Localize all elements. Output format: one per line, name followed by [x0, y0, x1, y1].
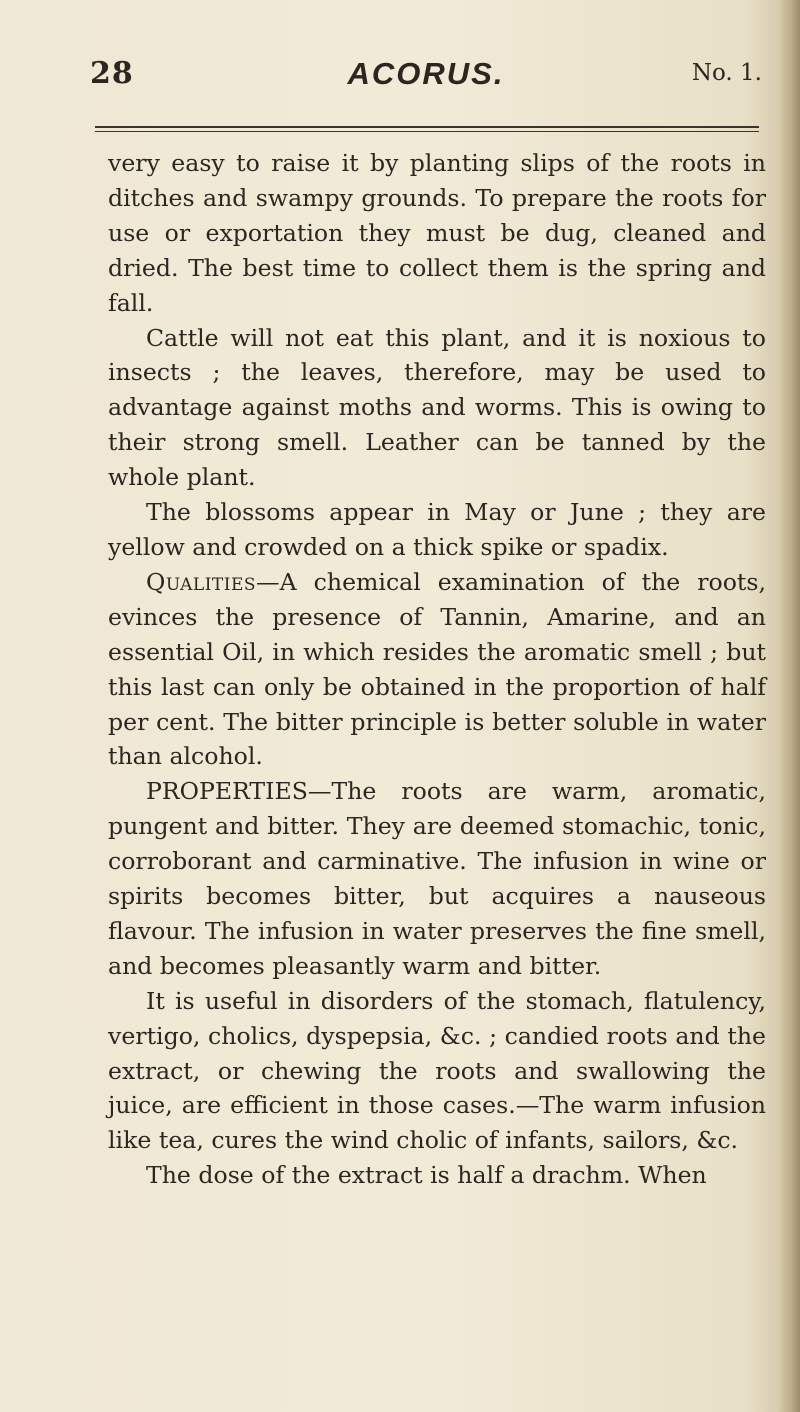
- header-rule: [95, 126, 759, 128]
- qualities-heading: Qualities: [146, 567, 257, 596]
- running-title: ACORUS.: [347, 56, 505, 91]
- page-edge-shadow: [778, 0, 800, 1412]
- paragraph: Cattle will not eat this plant, and it is noxious to insects ; the leaves, therefore, may be used to advantage against moths and worms. This is owing to their strong smell. Leather can be tanned by the whole plant.: [108, 323, 766, 492]
- paragraph-properties: PROPERTIES—The roots are warm, aromatic, pungent and bitter. They are deemed stomachic, tonic, corroborant and carminative. The infusion in wine or spirits becomes bitter, but acquires a nauseous flavour. The infusion in water preserves the fine smell, and becomes pleasantly warm and bitter.: [108, 777, 766, 980]
- body-text: [108, 146, 766, 1193]
- properties-heading: PROPERTIES: [146, 777, 308, 806]
- issue-number: No. 1.: [691, 60, 762, 86]
- header-rule-thin: [95, 131, 759, 132]
- page-header: [90, 50, 762, 100]
- paragraph: It is useful in disorders of the stomach, flatulency, vertigo, cholics, dyspepsia, &c. ; candied roots and the extract, or chewing the roots and swallowing the juice, are efficient in those cases.—The warm infusion like tea, cures the wind cholic of infants, sailors, &c.: [108, 986, 766, 1155]
- paragraph: The dose of the extract is half a drachm. When: [146, 1161, 707, 1190]
- paragraph: very easy to raise it by planting slips of the roots in ditches and swampy grounds. To prepare the roots for use or exportation they must be dug, cleaned and dried. The best time to collect them is the spring and fall.: [108, 149, 766, 317]
- paragraph-qualities: Qualities—A chemical examination of the roots, evinces the presence of Tannin, Amarine, and an essential Oil, in which resides the aromatic smell ; but this last can only be obtained in the proportion of half per cent. The bitter principle is better soluble in water than alcohol.: [108, 567, 766, 771]
- paragraph: The blossoms appear in May or June ; they are yellow and crowded on a thick spike or spadix.: [108, 498, 766, 561]
- page-number: 28: [90, 56, 134, 91]
